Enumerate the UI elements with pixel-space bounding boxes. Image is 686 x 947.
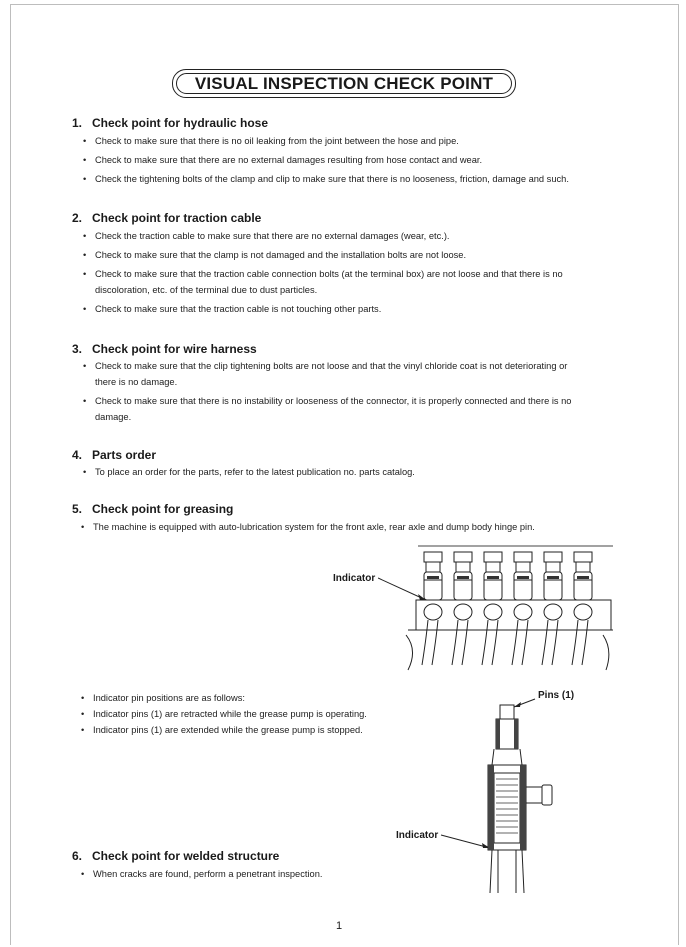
indicator-label: Indicator bbox=[333, 573, 376, 584]
section-heading-5: 5. Check point for greasing bbox=[72, 502, 234, 516]
list-item: • To place an order for the parts, refer to the latest publication no. parts catalog. bbox=[83, 467, 415, 477]
list-item: • Check the tightening bolts of the clamp and clip to make sure that there is no looseness, friction, damage and such. bbox=[83, 174, 569, 184]
list-item: • Check to make sure that the clip tightening bolts are not loose and that the vinyl chloride coat is not deteriorating or bbox=[83, 361, 568, 371]
section-heading-1: 1. Check point for hydraulic hose bbox=[72, 116, 269, 130]
list-item: • Check to make sure that there are no external damages resulting from hose contact and wear. bbox=[83, 155, 483, 165]
list-item: • The machine is equipped with auto-lubrication system for the front axle, rear axle and dump body hinge pin. bbox=[81, 522, 535, 532]
list-item-continuation: discoloration, etc. of the terminal due to dust particles. bbox=[95, 285, 318, 295]
list-item: • Check the traction cable to make sure that there are no external damages (wear, etc.). bbox=[83, 231, 450, 241]
section-heading-3: 3. Check point for wire harness bbox=[72, 342, 257, 356]
list-item: • Check to make sure that there is no instability or looseness of the connector, it is properly connected and there is no bbox=[83, 396, 572, 406]
section-heading-2: 2. Check point for traction cable bbox=[72, 211, 262, 225]
list-item-continuation: damage. bbox=[95, 412, 132, 422]
list-item: • Check to make sure that the traction cable is not touching other parts. bbox=[83, 304, 382, 314]
section-heading-4: 4. Parts order bbox=[72, 448, 157, 462]
list-item: • Check to make sure that the clamp is not damaged and the installation bolts are not loose. bbox=[83, 250, 467, 260]
page-title: VISUAL INSPECTION CHECK POINT bbox=[176, 73, 512, 94]
list-item-continuation: there is no damage. bbox=[95, 377, 178, 387]
section-heading-6: 6. Check point for welded structure bbox=[72, 849, 280, 863]
list-item: • Indicator pins (1) are extended while the grease pump is stopped. bbox=[81, 725, 363, 735]
title-frame bbox=[172, 69, 516, 98]
indicator-cutaway-illustration bbox=[438, 695, 558, 895]
list-item: • Indicator pin positions are as follows: bbox=[81, 693, 245, 703]
page-number: 1 bbox=[336, 920, 343, 932]
list-item: • Check to make sure that the traction cable connection bolts (at the terminal box) are not loose and that there is no bbox=[83, 269, 563, 279]
grease-manifold-illustration bbox=[378, 540, 618, 675]
cutaway-indicator-label: Indicator bbox=[396, 830, 439, 841]
pins-label: Pins (1) bbox=[538, 690, 575, 701]
list-item: • When cracks are found, perform a penetrant inspection. bbox=[81, 869, 323, 879]
list-item: • Indicator pins (1) are retracted while the grease pump is operating. bbox=[81, 709, 367, 719]
list-item: • Check to make sure that there is no oil leaking from the joint between the hose and pipe. bbox=[83, 136, 459, 146]
